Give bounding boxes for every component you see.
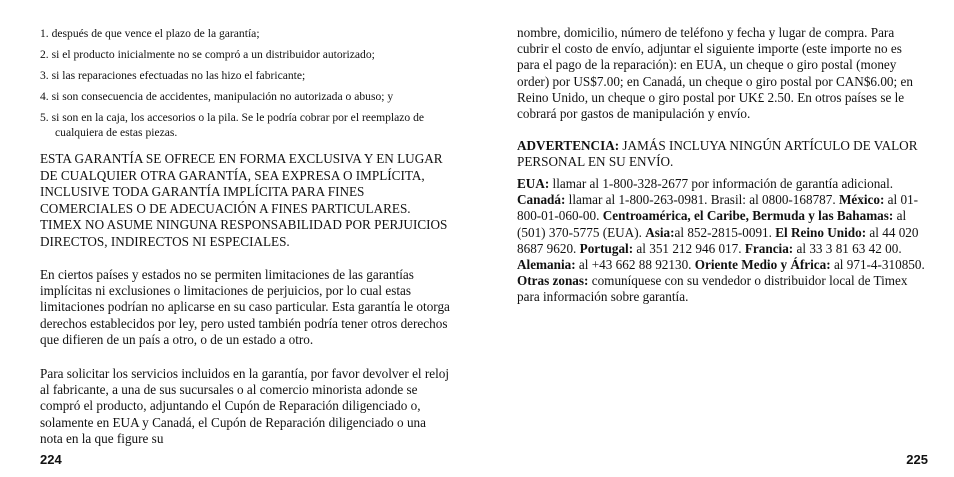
contact-info: al 852-2815-0091. bbox=[674, 224, 776, 240]
contact-info: llamar al 1-800-328-2677 por información de garantía adicional. bbox=[549, 176, 894, 191]
warranty-disclaimer: ESTA GARANTÍA SE OFRECE EN FORMA EXCLUSIVA Y EN LUGAR DE CUALQUIER OTRA GARANTÍA, SEA EXPRESA O IMPLÍCITA, INCLUSIVE TODA GARANTÍA IMPLÍCITA PARA FINES COMERCIALES O DE ADECUACIÓN A FINES PARTICULARES. TIMEX NO ASUME NINGUNA RESPONSABILIDAD POR PERJUICIOS DIRECTOS, INDIRECTOS NI ESPECIALES. bbox=[40, 151, 448, 249]
warranty-exclusions-list bbox=[40, 26, 450, 146]
contact-info: al +43 662 88 92130. bbox=[575, 257, 695, 273]
shipping-cost-paragraph: nombre, domicilio, número de teléfono y fecha y lugar de compra. Para cubrir el costo de envío, adjuntar el siguiente importe (este importe no es para el pago de la reparación): en EUA, un cheque o giro postal (money order) por US$7.00; en Canadá, un cheque o giro postal por CAN$6.00; en Reino Unido, un cheque o giro postal por UK£ 2.50. En otros países se le cobrará por gastos de manipulación y envío. bbox=[517, 25, 913, 122]
legal-rights-paragraph: En ciertos países y estados no se permiten limitaciones de las garantías implícitas ni exclusiones o limitaciones de perjuicios, por lo cual estas limitaciones podrían no aplicarse en su caso particular. Esta garantía le otorga derechos establecidos por ley, pero usted también podría tener otros derechos que difieren de un país a otro, o de un estado a otro. bbox=[40, 267, 450, 347]
contact-info: al 33 3 81 63 42 00. bbox=[793, 240, 902, 256]
list-item: 3. si las reparaciones efectuadas no las hizo el fabricante; bbox=[40, 69, 306, 82]
contact-region: Alemania: bbox=[517, 257, 576, 273]
contact-region: Asia: bbox=[645, 224, 675, 240]
contact-region: Portugal: bbox=[579, 240, 634, 256]
contact-region: Francia: bbox=[744, 240, 794, 256]
left-page bbox=[40, 0, 450, 477]
contact-info: al 351 212 946 017. bbox=[633, 240, 745, 256]
contact-info: llamar al 1-800-263-0981. Brasil: al 0800-168787. bbox=[565, 192, 839, 208]
warning-paragraph bbox=[517, 138, 927, 170]
warning-text: JAMÁS INCLUYA NINGÚN ARTÍCULO DE VALOR PERSONAL EN SU ENVÍO. bbox=[517, 138, 918, 170]
service-request-paragraph: Para solicitar los servicios incluidos en la garantía, por favor devolver el reloj al fabricante, a una de sus sucursales o al comercio minorista adonde se compró el producto, adjuntando el Cupón de Reparación diligenciado o, solamente en EUA y Canadá, el Cupón de Reparación diligenciado o una nota en la que figure su bbox=[40, 366, 450, 446]
contact-info: al 971-4-310850. bbox=[830, 257, 925, 273]
contact-region: México: bbox=[838, 192, 885, 208]
contact-region: EUA: bbox=[517, 176, 550, 191]
contact-info: al 44 020 8687 9620. bbox=[517, 224, 919, 256]
right-page bbox=[517, 0, 927, 477]
contact-region: Oriente Medio y África: bbox=[694, 257, 831, 273]
contact-info: al (501) 370-5775 (EUA). bbox=[517, 208, 907, 240]
contact-region: Otras zonas: bbox=[517, 273, 589, 289]
warning-label: ADVERTENCIA: bbox=[517, 138, 620, 153]
contact-region: Canadá: bbox=[517, 192, 566, 208]
list-item: 1. después de que vence el plazo de la garantía; bbox=[40, 27, 260, 40]
list-item: 5. si son en la caja, los accesorios o la pila. Se le podría cobrar por el reemplazo de cualquiera de estas piezas. bbox=[40, 111, 425, 139]
page-number-left: 224 bbox=[40, 452, 62, 467]
contact-paragraph bbox=[517, 176, 927, 306]
list-item: 4. si son consecuencia de accidentes, manipulación no autorizada o abuso; y bbox=[40, 90, 394, 103]
page-number-right: 225 bbox=[906, 452, 928, 467]
contact-info: al 01-800-01-060-00. bbox=[517, 192, 919, 224]
list-item: 2. si el producto inicialmente no se compró a un distribuidor autorizado; bbox=[40, 48, 375, 61]
contact-info: comuníquese con su vendedor o distribuidor local de Timex para información sobre garantía. bbox=[517, 273, 908, 305]
contact-region: Centroamérica, el Caribe, Bermuda y las Bahamas: bbox=[602, 208, 894, 224]
contact-region: El Reino Unido: bbox=[775, 224, 867, 240]
